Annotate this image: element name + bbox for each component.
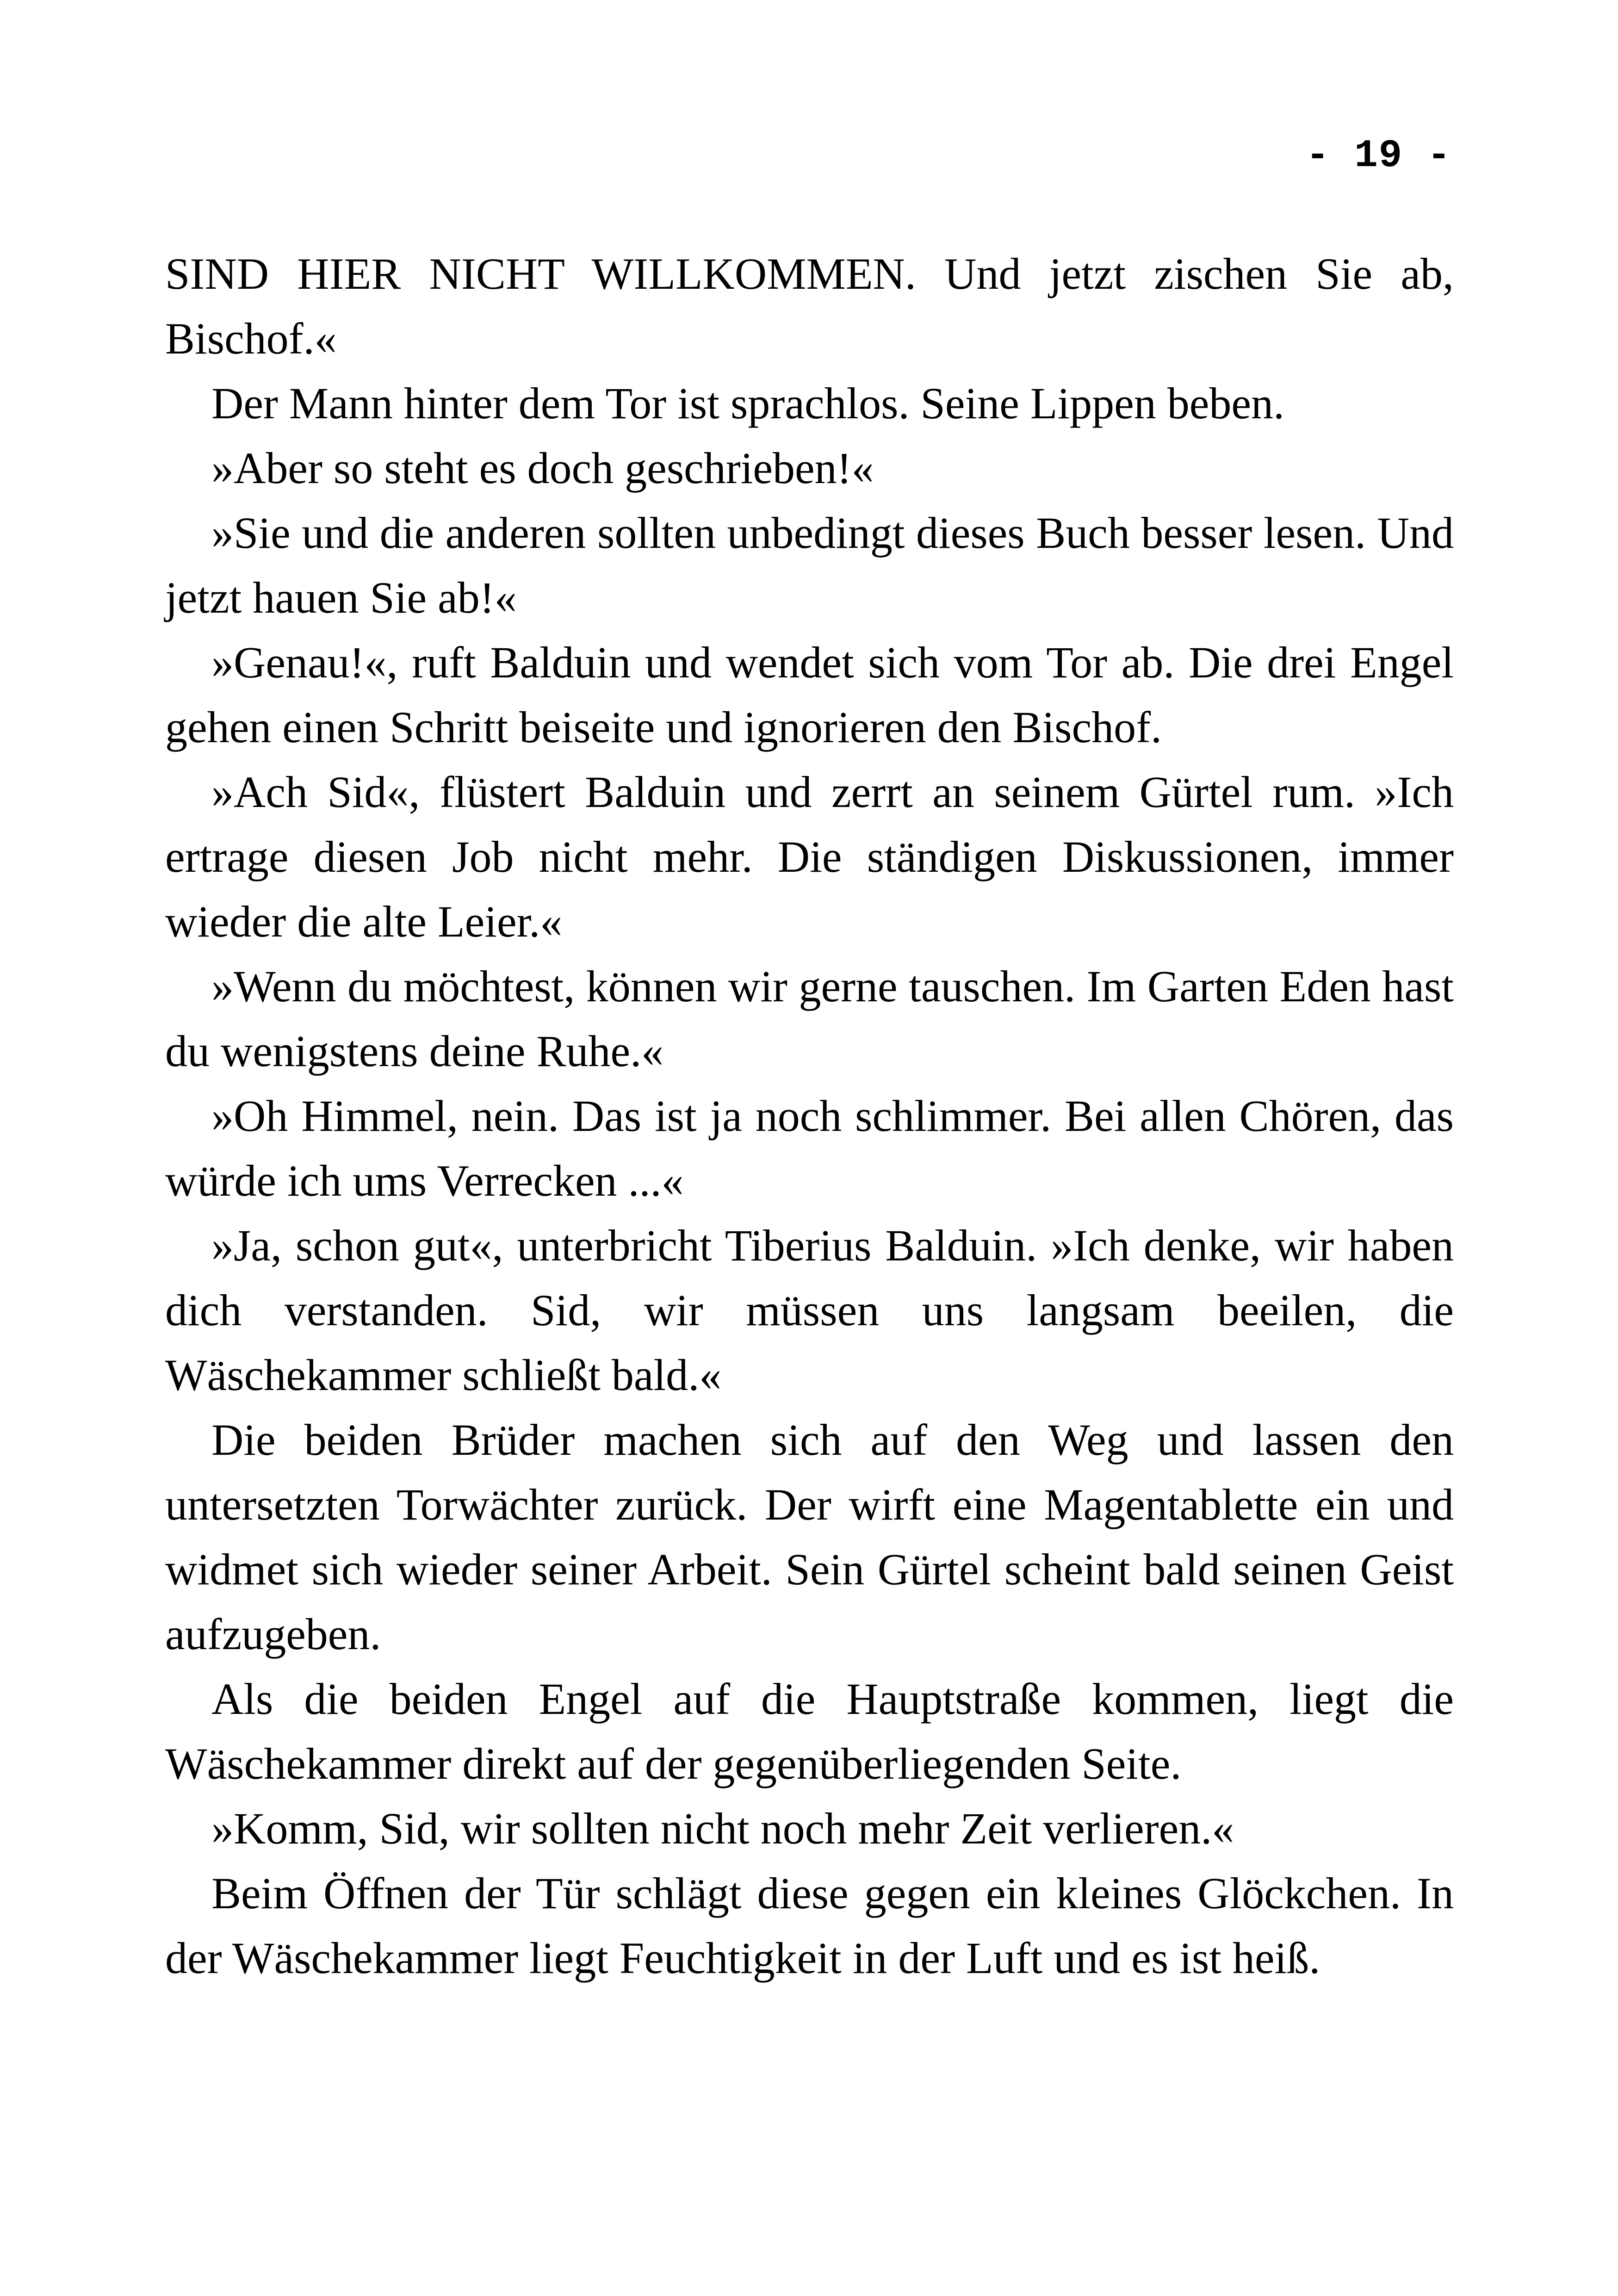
paragraph: »Genau!«, ruft Balduin und wendet sich vom Tor ab. Die drei Engel gehen einen Schritt beiseite und ignorieren den Bischof.: [165, 638, 1454, 752]
paragraph: SIND HIER NICHT WILLKOMMEN. Und jetzt zischen Sie ab, Bischof.«: [165, 249, 1454, 363]
paragraph: »Komm, Sid, wir sollten nicht noch mehr Zeit verlieren.«: [211, 1804, 1234, 1853]
paragraph: »Aber so steht es doch geschrieben!«: [211, 443, 874, 493]
paragraph: Der Mann hinter dem Tor ist sprachlos. Seine Lippen beben.: [211, 379, 1284, 428]
paragraph: »Ja, schon gut«, unterbricht Tiberius Balduin. »Ich denke, wir haben dich verstanden. Sid, wir müssen uns langsam beeilen, die Wäschekammer schließt bald.«: [165, 1221, 1454, 1400]
paragraph: Als die beiden Engel auf die Hauptstraße kommen, liegt die Wäschekammer direkt auf der gegenüberliegenden Seite.: [165, 1674, 1454, 1788]
body-text: [165, 242, 1454, 1991]
paragraph: Die beiden Brüder machen sich auf den Weg und lassen den untersetzten Torwächter zurück. Der wirft eine Magentablette ein und widmet sich wieder seiner Arbeit. Sein Gürtel scheint bald seinen Geist aufzugeben.: [165, 1415, 1454, 1659]
paragraph: »Ach Sid«, flüstert Balduin und zerrt an seinem Gürtel rum. »Ich ertrage diesen Job nicht mehr. Die ständigen Diskussionen, immer wieder die alte Leier.«: [165, 767, 1454, 946]
page-number: - 19 -: [1306, 134, 1451, 178]
paragraph: »Sie und die anderen sollten unbedingt dieses Buch besser lesen. Und jetzt hauen Sie ab!«: [165, 508, 1454, 622]
paragraph: »Wenn du möchtest, können wir gerne tauschen. Im Garten Eden hast du wenigstens deine Ruhe.«: [165, 962, 1454, 1076]
paragraph: Beim Öffnen der Tür schlägt diese gegen ein kleines Glöckchen. In der Wäschekammer liegt Feuchtigkeit in der Luft und es ist heiß.: [165, 1868, 1454, 1983]
paragraph: »Oh Himmel, nein. Das ist ja noch schlimmer. Bei allen Chören, das würde ich ums Verrecken ...«: [165, 1091, 1454, 1205]
